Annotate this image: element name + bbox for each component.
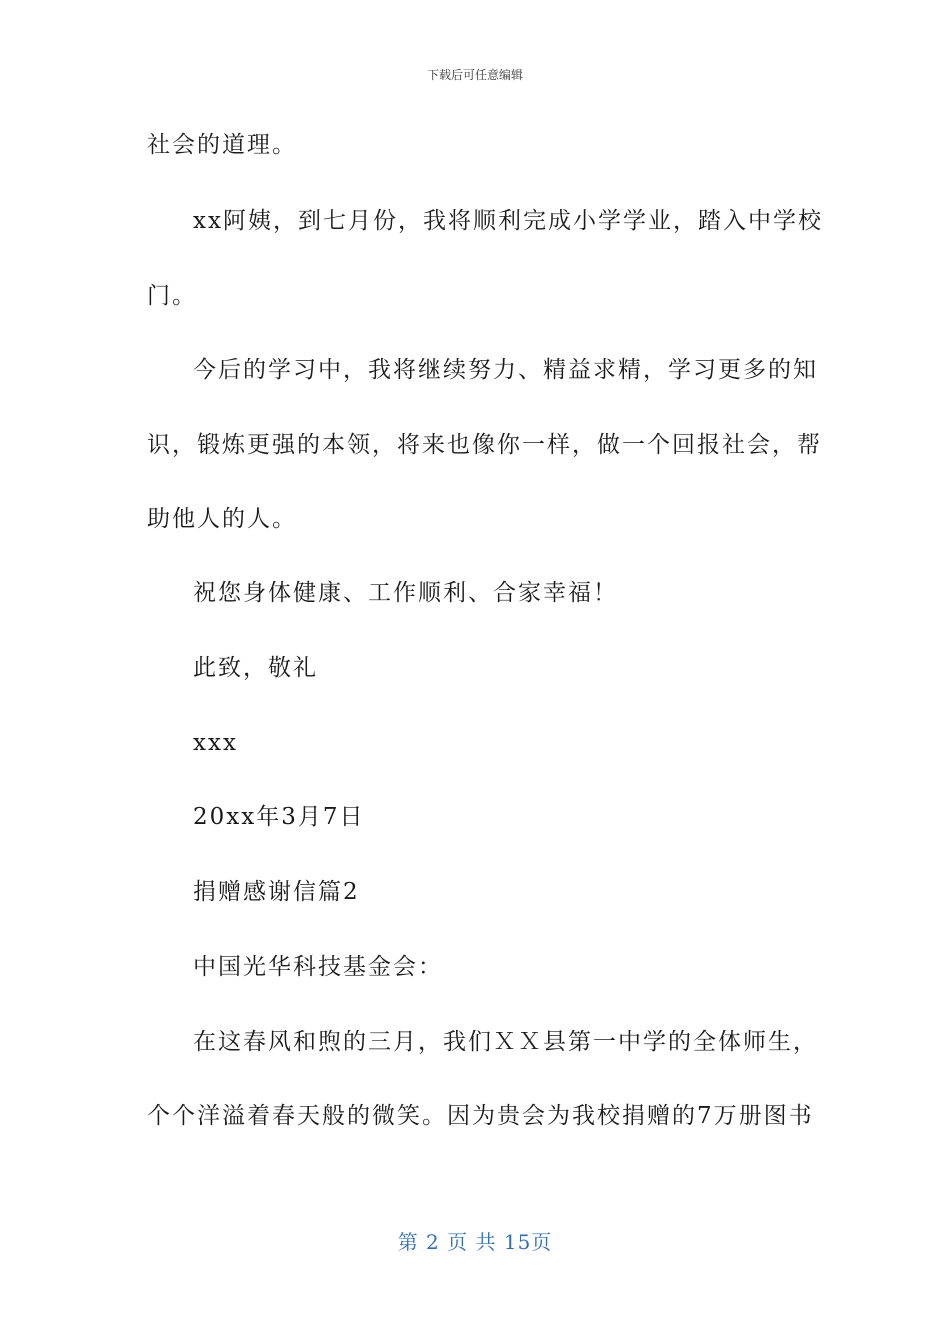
text-line: 此致，敬礼 (193, 655, 318, 681)
text-line: 捐赠感谢信篇2 (193, 879, 360, 905)
text-line: 今后的学习中，我将继续努力、精益求精，学习更多的知 (193, 357, 818, 383)
text-line: 社会的道理。 (147, 132, 297, 158)
text-line: xx阿姨，到七月份，我将顺利完成小学学业，踏入中学校 (193, 208, 823, 234)
text-line: 门。 (147, 283, 197, 309)
text-line: 助他人的人。 (147, 506, 297, 532)
text-line: 中国光华科技基金会： (193, 954, 443, 980)
text-line: xxx (193, 730, 238, 756)
text-line: 祝您身体健康、工作顺利、合家幸福！ (193, 580, 618, 606)
page-number: 第 2 页 共 15页 (397, 1230, 553, 1254)
header-note: 下载后可任意编辑 (426, 68, 523, 82)
text-line: 20xx年3月7日 (193, 804, 365, 830)
text-line: 个个洋溢着春天般的微笑。因为贵会为我校捐赠的7万册图书 (147, 1103, 814, 1129)
text-line: 在这春风和煦的三月，我们ＸＸ县第一中学的全体师生， (193, 1029, 818, 1055)
text-line: 识，锻炼更强的本领，将来也像你一样，做一个回报社会，帮 (147, 432, 822, 458)
